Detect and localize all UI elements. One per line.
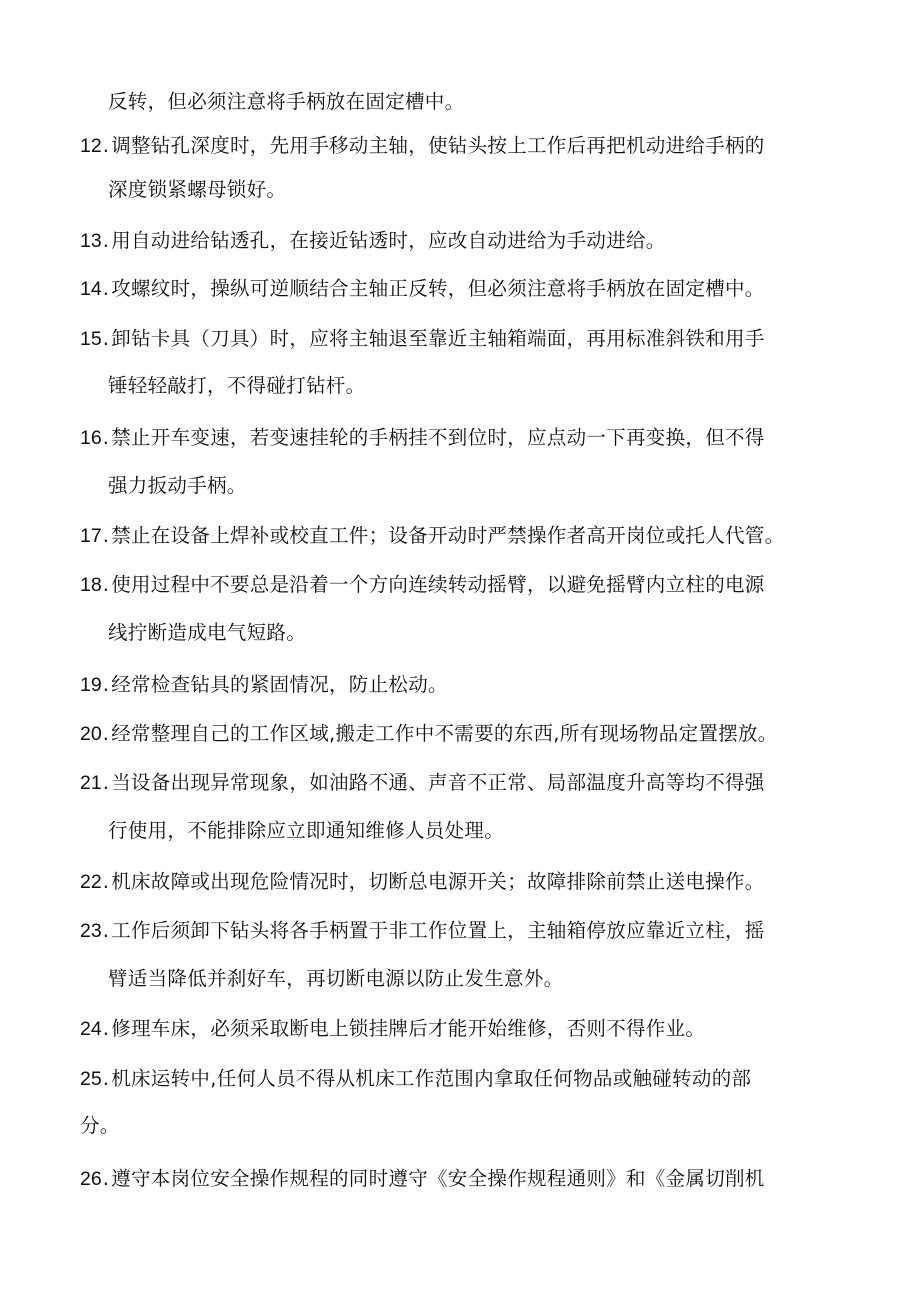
list-item-16: 16. 禁止开车变速，若变速挂轮的手柄挂不到位时，应点动一下再变换，但不得 [80,422,860,454]
item-number: 23 [80,920,102,942]
item-text: 攻螺纹时，操纵可逆顺结合主轴正反转，但必须注意将手柄放在固定槽中。 [111,277,765,300]
item-text: 禁止开车变速，若变速挂轮的手柄挂不到位时，应点动一下再变换，但不得 [111,426,765,449]
item-number: 12 [80,135,102,157]
item-text: 当设备出现异常现象，如油路不通、声音不正常、局部温度升高等均不得强 [111,771,765,794]
list-item-14: 14. 攻螺纹时，操纵可逆顺结合主轴正反转，但必须注意将手柄放在固定槽中。 [80,273,860,305]
item-text: 卸钻卡具（刀具）时，应将主轴退至靠近主轴箱端面，再用标准斜铁和用手 [111,327,765,350]
item-15-continuation: 锤轻轻敲打，不得碰打钻杆。 [108,374,366,397]
item-16-continuation: 强力扳动手柄。 [108,474,247,497]
item-number: 16 [80,427,102,449]
list-item-22: 22. 机床故障或出现危险情况时，切断总电源开关；故障排除前禁止送电操作。 [80,866,860,898]
list-item-17: 17. 禁止在设备上焊补或校直工件；设备开动时严禁操作者高开岗位或托人代管。 [80,520,860,552]
item-number: 25 [80,1068,102,1090]
list-item-19: 19. 经常检查钻具的紧固情况，防止松动。 [80,669,860,701]
item-18-continuation: 线拧断造成电气短路。 [108,621,307,644]
item-number: 20 [80,723,102,745]
item-number: 15 [80,328,102,350]
item-11-continuation: 反转，但必须注意将手柄放在固定槽中。 [108,90,465,113]
item-text: 经常整理自己的工作区域,搬走工作中不需要的东西,所有现场物品定置摆放。 [111,722,778,745]
list-item-18: 18. 使用过程中不要总是沿着一个方向连续转动摇臂，以避免摇臂内立柱的电源 [80,569,860,601]
item-21-continuation: 行使用，不能排除应立即通知维修人员处理。 [108,819,505,842]
item-number: 14 [80,278,102,300]
item-number: 21 [80,772,102,794]
item-text: 经常检查钻具的紧固情况，防止松动。 [111,673,448,696]
item-text: 禁止在设备上焊补或校直工件；设备开动时严禁操作者高开岗位或托人代管。 [111,524,785,547]
item-text: 使用过程中不要总是沿着一个方向连续转动摇臂，以避免摇臂内立柱的电源 [111,573,765,596]
item-23-continuation: 臂适当降低并刹好车，再切断电源以防止发生意外。 [108,967,564,990]
list-item-12: 12. 调整钻孔深度时，先用手移动主轴，使钻头按上工作后再把机动进给手柄的 [80,130,860,162]
item-25-continuation: 分。 [80,1114,120,1137]
item-number: 24 [80,1018,102,1040]
list-item-21: 21. 当设备出现异常现象，如油路不通、声音不正常、局部温度升高等均不得强 [80,767,860,799]
item-text: 用自动进给钻透孔，在接近钻透时，应改自动进给为手动进给。 [111,229,666,252]
item-text: 遵守本岗位安全操作规程的同时遵守《安全操作规程通则》和《金属切削机 [111,1167,765,1190]
item-number: 26 [80,1168,102,1190]
item-number: 13 [80,230,102,252]
item-text: 修理车床，必须采取断电上锁挂牌后才能开始维修，否则不得作业。 [111,1017,706,1040]
list-item-13: 13. 用自动进给钻透孔，在接近钻透时，应改自动进给为手动进给。 [80,225,860,257]
list-item-26: 26. 遵守本岗位安全操作规程的同时遵守《安全操作规程通则》和《金属切削机 [80,1163,860,1195]
list-item-15: 15. 卸钻卡具（刀具）时，应将主轴退至靠近主轴箱端面，再用标准斜铁和用手 [80,323,860,355]
item-text: 机床故障或出现危险情况时，切断总电源开关；故障排除前禁止送电操作。 [111,870,765,893]
item-number: 17 [80,525,102,547]
item-number: 18 [80,574,102,596]
item-12-continuation: 深度锁紧螺母锁好。 [108,178,287,201]
item-text: 调整钻孔深度时，先用手移动主轴，使钻头按上工作后再把机动进给手柄的 [111,134,765,157]
item-text: 工作后须卸下钻头将各手柄置于非工作位置上，主轴箱停放应靠近立柱，摇 [111,919,765,942]
list-item-24: 24. 修理车床，必须采取断电上锁挂牌后才能开始维修，否则不得作业。 [80,1013,860,1045]
item-number: 22 [80,871,102,893]
item-text: 机床运转中,任何人员不得从机床工作范围内拿取任何物品或触碰转动的部 [111,1067,752,1090]
list-item-20: 20. 经常整理自己的工作区域,搬走工作中不需要的东西,所有现场物品定置摆放。 [80,718,860,750]
list-item-23: 23. 工作后须卸下钻头将各手柄置于非工作位置上，主轴箱停放应靠近立柱，摇 [80,915,860,947]
list-item-25: 25. 机床运转中,任何人员不得从机床工作范围内拿取任何物品或触碰转动的部 [80,1063,860,1095]
item-number: 19 [80,674,102,696]
